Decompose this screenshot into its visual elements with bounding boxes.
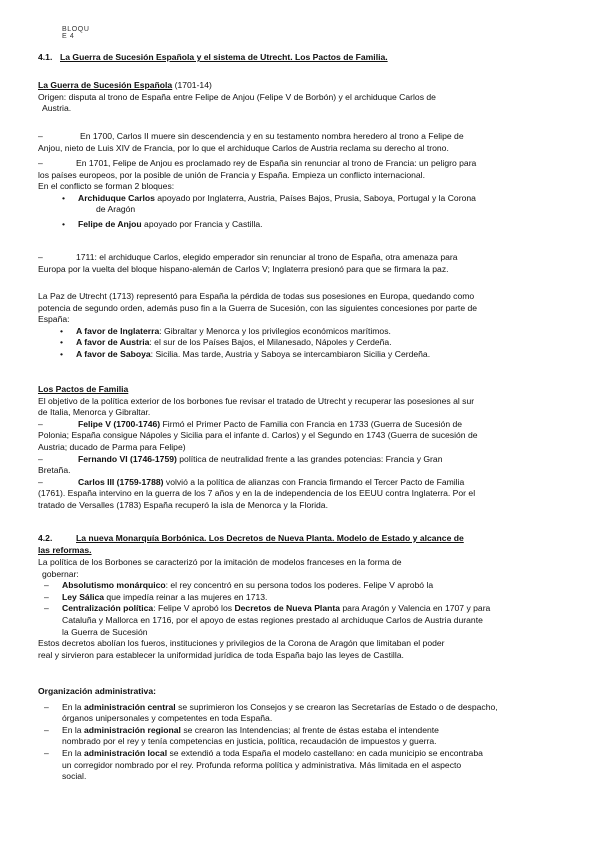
list-item: – Centralización política: Felipe V aprobó los Decretos de Nueva Planta para Aragón y Valencia en 1707 y para <box>44 603 491 614</box>
header-line-2: E 4 <box>62 33 75 40</box>
dash-marker: – <box>38 476 43 487</box>
origen-line-1: Origen: disputa al trono de España entre Felipe de Anjou (Felipe V de Borbón) y el archiduque Carlos de <box>38 91 436 102</box>
list-item: • Archiduque Carlos apoyado por Inglaterra, Austria, Países Bajos, Prusia, Saboya, Portugal y la Corona <box>62 192 476 203</box>
paragraph-1711: – 1711: el archiduque Carlos, elegido emperador sin renunciar al trono de España, otra amenaza para Europa por la vuelta del bloque hispano-alemán de Carlos V; Inglaterra presionó para que se firmara la paz. <box>38 252 458 274</box>
list-item: • A favor de Austria: el sur de los Países Bajos, el Milanesado, Nápoles y Cerdeña. <box>60 337 392 348</box>
dash-marker: – <box>38 453 43 464</box>
dash-marker: – <box>44 747 49 758</box>
list-item: – Absolutismo monárquico: el rey concentró en su persona todos los poderes. Felipe V aprobó la <box>44 580 434 591</box>
organizacion-block: Organización administrativa: – En la administración central se suprimieron los Consejos y se crearon las Secretarías de Estado o de despacho, órganos unipersonales y competentes en toda España. – En la administración regional se crearon las Intendencias; al frente de éstas estaba el intendente nombrado por el rey y tenía competencias en justicia, política, recaudación de impuestos y guerra. – En la administración local se extendió a toda España el modelo castellano: en cada municipio se encontraba un corregidor nombrado por el rey. Profunda reforma política y administrativa. Más limitada en el aspecto social. <box>38 686 562 783</box>
list-item: • Felipe de Anjou apoyado por Francia y Castilla. <box>62 218 263 229</box>
list-item: – En la administración regional se crearon las Intendencias; al frente de éstas estaba el intendente <box>44 724 439 735</box>
dash-marker: – <box>38 131 43 141</box>
list-item: – Ley Sálica que impedía reinar a las mujeres en 1713. <box>44 591 268 602</box>
borbones-intro: La política de los Borbones se caracterizó por la imitación de modelos franceses en la forma de gobernar: – Absolutismo monárquico: el rey concentró en su persona todos los poderes. Felipe V aprobó la – Ley Sálica que impedía reinar a las mujeres en 1713. – Centralización política: Felipe V aprobó los Decretos de Nueva Planta para Aragón y Valencia en 1707 y para Cataluña y Mallorca en 1716, por el apoyo de estas regiones prestado al archiduque Carlos de Austria durante la Guerra de Sucesión Estos decretos abolían los fueros, instituciones y privilegios de la Corona de Aragón que limitaban el poder real y sirvieron para establecer la uniformidad jurídica de toda España bajo las leyes de Castilla. <box>38 557 562 661</box>
paz-utrecht-block: La Paz de Utrecht (1713) representó para España la pérdida de todas sus posesiones en Europa, quedando como potencia de segundo orden, además puso fin a la Guerra de Sucesión, con las siguientes concesiones por parte de España: • A favor de Inglaterra: Gibraltar y Menorca y los privilegios económicos marítimos. • A favor de Austria: el sur de los Países Bajos, el Milanesado, Nápoles y Cerdeña. • A favor de Saboya: Sicilia. Mas tarde, Austria y Saboya se intercambiaron Sicilia y Cerdeña. <box>38 291 562 361</box>
dash-marker: – <box>38 252 43 262</box>
dash-marker: – <box>38 158 43 168</box>
section-4-2-heading <box>38 533 562 556</box>
list-item: • A favor de Saboya: Sicilia. Mas tarde, Austria y Saboya se intercambiaron Sicilia y Cerdeña. <box>60 348 431 359</box>
list-item: – En la administración central se suprimieron los Consejos y se crearon las Secretarías de Estado o de despacho, <box>44 701 498 712</box>
dash-marker: – <box>38 418 43 429</box>
origen-line-2: Austria. <box>42 103 72 114</box>
paragraph-1700: – En 1700, Carlos II muere sin descendencia y en su testamento nombra heredero al trono a Felipe de Anjou, nieto de Luis XIV de Francia, por lo que el archiduque Carlos de Austria reclama su derecho al trono. <box>38 131 464 153</box>
header-line-1: BLOQU <box>62 26 90 33</box>
list-item: • A favor de Inglaterra: Gibraltar y Menorca y los privilegios económicos marítimos. <box>60 325 391 336</box>
section-4-1-heading <box>38 52 562 64</box>
bullet-marker: • <box>60 337 64 348</box>
block-header <box>62 26 90 40</box>
subsection-title: Organización administrativa: <box>38 686 156 696</box>
section-number: 4.1. <box>38 52 53 62</box>
section-title: La nueva Monarquía Borbónica. Los Decretos de Nueva Planta. Modelo de Estado y alcance de <box>76 533 464 543</box>
dash-marker: – <box>44 701 49 712</box>
bloques-intro: En el conflicto se forman 2 bloques: <box>38 181 175 192</box>
bullet-marker: • <box>62 218 66 229</box>
paragraph-1701: – En 1701, Felipe de Anjou es proclamado rey de España sin renunciar al trono de Francia: un peligro para los países europeos, por la posible de unión de Francia y España. Empieza un conflicto internacional. En el conflicto se forman 2 bloques: • Archiduque Carlos apoyado por Inglaterra, Austria, Países Bajos, Prusia, Saboya, Portugal y la Corona de Aragón • Felipe de Anjou apoyado por Francia y Castilla. <box>38 158 562 231</box>
section-title-cont: las reformas. <box>38 544 92 555</box>
guerra-sucesion-block <box>38 80 562 115</box>
dash-marker: – <box>44 580 49 591</box>
section-title: La Guerra de Sucesión Española y el sistema de Utrecht. Los Pactos de Familia. <box>60 52 388 62</box>
list-item: – En la administración local se extendió a toda España el modelo castellano: en cada municipio se encontraba <box>44 747 483 758</box>
dash-marker: – <box>44 603 49 614</box>
dash-marker: – <box>44 591 49 602</box>
bullet-marker: • <box>62 192 66 203</box>
pactos-familia-block: Los Pactos de Familia El objetivo de la política exterior de los borbones fue revisar el tratado de Utrecht y recuperar las posesiones al sur de Italia, Menorca y Gibraltar. – Felipe V (1700-1746) Firmó el Primer Pacto de Familia con Francia en 1733 (Guerra de Sucesión de Polonia; España consigue Nápoles y Sicilia para el infante d. Carlos) y el Segundo en 1743 (Guerra de sucesión de Austria; ducado de Parma para Felipe) – Fernando VI (1746-1759) política de neutralidad frente a las grandes potencias: Francia y Gran Bretaña. – Carlos III (1759-1788) volvió a la política de alianzas con Francia firmando el Tercer Pacto de Familia (1761). España intervino en la guerra de los 7 años y en la de independencia de los EEUU contra Inglaterra. Por el tratado de Versalles (1783) España recuperó la isla de Menorca y la Florida. <box>38 384 562 512</box>
dash-marker: – <box>44 724 49 735</box>
subsection-title: La Guerra de Sucesión Española (1701-14) <box>38 80 212 90</box>
bullet-marker: • <box>60 325 64 336</box>
bullet-marker: • <box>60 348 64 359</box>
section-number: 4.2. <box>38 533 53 543</box>
subsection-title: Los Pactos de Familia <box>38 384 129 394</box>
